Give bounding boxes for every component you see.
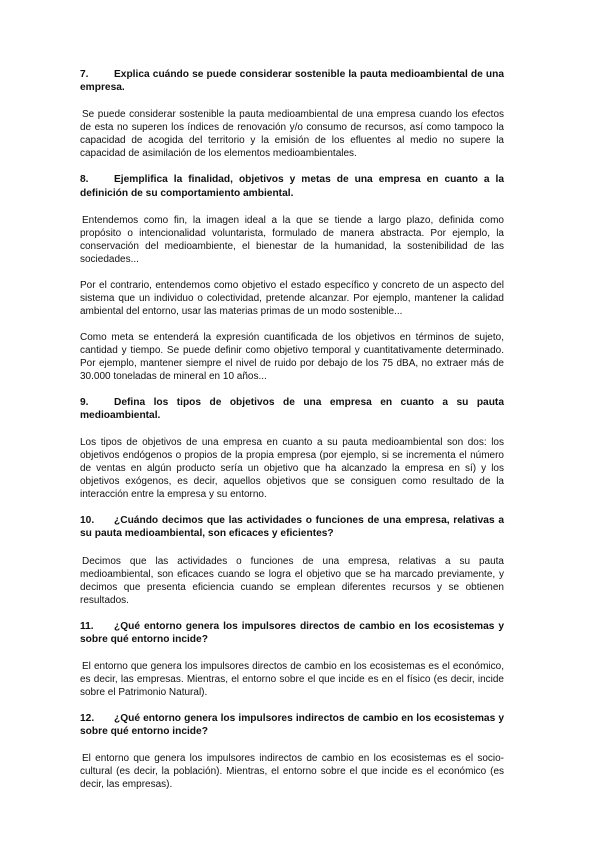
- question-text: ¿Qué entorno genera los impulsores indirectos de cambio en los ecosistemas y sobre qué entorno incide?: [80, 713, 504, 738]
- answer-paragraph: Como meta se entenderá la expresión cuantificada de los objetivos en términos de sujeto, cantidad y tiempo. Se puede definir como objetivo temporal y cuantitativamente determinado. Por ejemplo, mantener siempre el nivel de ruido por debajo de los 75 dBA, no extraer más de 30.000 toneladas de mineral en 10 años...: [80, 331, 504, 382]
- section-12: [80, 712, 504, 791]
- question-text: Explica cuándo se puede considerar sostenible la pauta medioambiental de una empresa.: [80, 69, 504, 94]
- document-page: [80, 68, 504, 791]
- question-heading: [80, 396, 504, 422]
- question-text: ¿Qué entorno genera los impulsores directos de cambio en los ecosistemas y sobre qué entorno incide?: [80, 620, 504, 645]
- section-9: [80, 396, 504, 501]
- question-heading: [80, 514, 504, 540]
- question-text: Defina los tipos de objetivos de una empresa en cuanto a su pauta medioambiental.: [80, 396, 504, 422]
- answer-paragraph: El entorno que genera los impulsores indirectos de cambio en los ecosistemas es el socio-cultural (es decir, la población). Mientras, el entorno sobre el que incide es el económico (es decir, las empresas).: [80, 753, 504, 791]
- question-heading: [80, 620, 504, 646]
- question-text: Ejemplifica la finalidad, objetivos y metas de una empresa en cuanto a la definición de su comportamiento ambiental.: [80, 174, 504, 199]
- question-text: ¿Cuándo decimos que las actividades o funciones de una empresa, relativas a su pauta medioambiental, son eficaces y eficientes?: [80, 515, 504, 540]
- question-heading: [80, 173, 504, 199]
- question-heading: [80, 712, 504, 738]
- question-number: 7.: [80, 69, 89, 80]
- question-number: 8.: [80, 174, 89, 186]
- question-number: 9.: [80, 396, 89, 408]
- question-heading: [80, 68, 504, 94]
- section-10: [80, 514, 504, 606]
- answer-paragraph: Decimos que las actividades o funciones de una empresa, relativas a su pauta medioambiental, son eficaces cuando se logra el objetivo que se ha marcado previamente, y decimos que presenta eficiencia cuando se emplean diferentes recursos y se obtienen resultados.: [80, 555, 504, 606]
- question-number: 10.: [80, 515, 95, 527]
- question-number: 11.: [80, 620, 94, 632]
- question-number: 12.: [80, 713, 95, 725]
- section-8: [80, 173, 504, 382]
- answer-paragraph: El entorno que genera los impulsores directos de cambio en los ecosistemas es el económico, es decir, las empresas. Mientras, el entorno sobre el que incide es en el físico (es decir, incide sobre el Patrimonio Natural).: [80, 661, 504, 699]
- answer-paragraph: Por el contrario, entendemos como objetivo el estado específico y concreto de un aspecto del sistema que un individuo o colectividad, pretende alcanzar. Por ejemplo, mantener la calidad ambiental del entorno, usar las materias primas de un modo sostenible...: [80, 279, 504, 317]
- section-11: [80, 620, 504, 699]
- answer-paragraph: Se puede considerar sostenible la pauta medioambiental de una empresa cuando los efectos de esta no superen los índices de renovación y/o consumo de recursos, así como tampoco la capacidad de acogida del territorio y la emisión de los efluentes al medio no supere la capacidad de asimilación de los elementos medioambientales.: [80, 109, 504, 160]
- section-7: [80, 68, 504, 160]
- answer-paragraph: Los tipos de objetivos de una empresa en cuanto a su pauta medioambiental son dos: los objetivos endógenos o propios de la propia empresa (por ejemplo, si se incrementa el número de ventas en algún producto sería un objetivo que ha alcanzado la empresa en sí) y los objetivos exógenos, es decir, aquellos objetivos que se consiguen como resultado de la interacción entre la empresa y su entorno.: [80, 437, 504, 501]
- answer-paragraph: Entendemos como fin, la imagen ideal a la que se tiende a largo plazo, definida como propósito o intencionalidad voluntarista, formulado de manera abstracta. Por ejemplo, la conservación del medioambiente, el bienestar de la humanidad, la sostenibilidad de las sociedades...: [80, 214, 504, 265]
